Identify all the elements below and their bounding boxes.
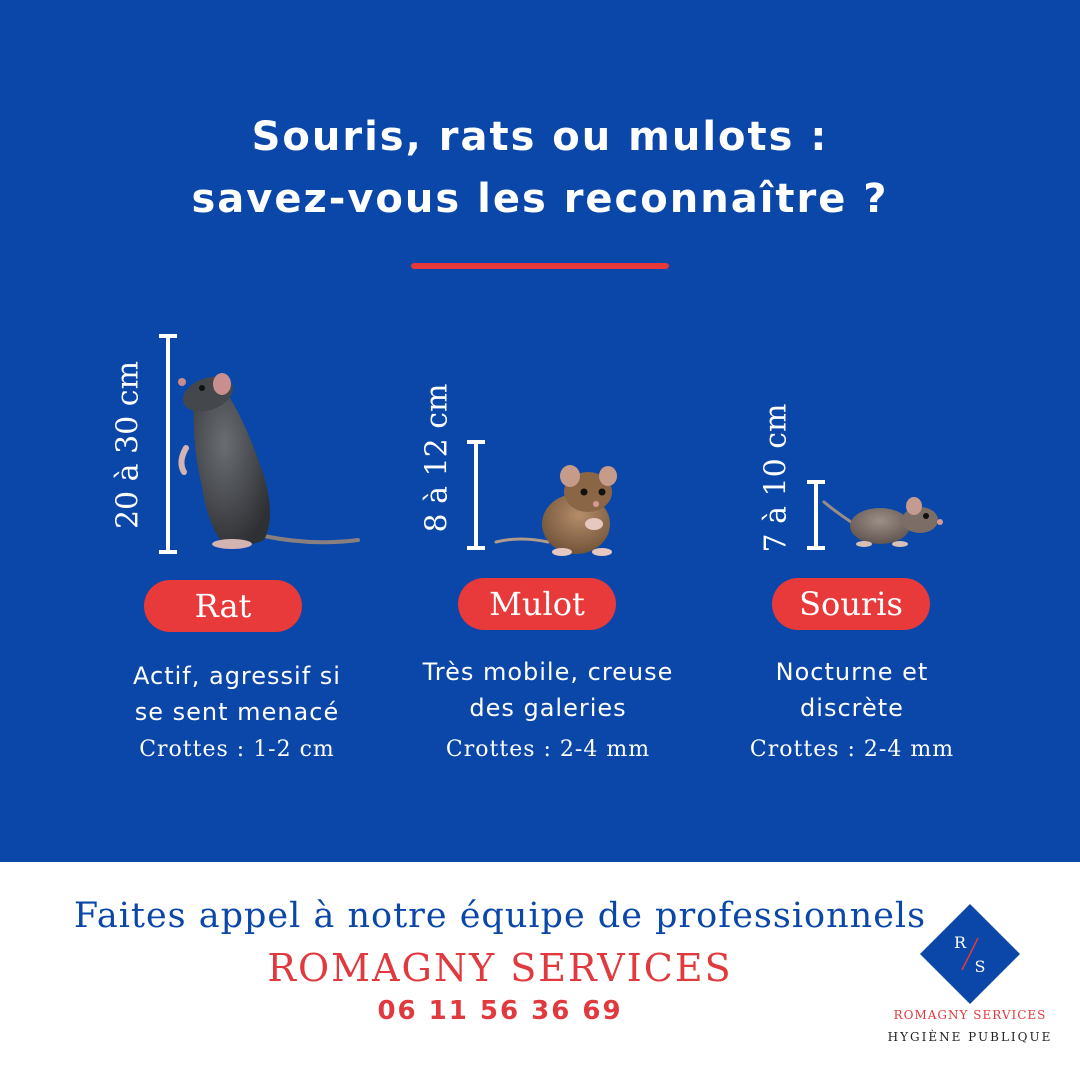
phone-number[interactable]: 06 11 56 36 69 [377, 996, 623, 1026]
rat-droppings: Crottes : 1-2 cm [139, 737, 335, 762]
logo-letter-r: R [953, 933, 967, 952]
mulot-description-line-1: Très mobile, creuse [422, 658, 674, 686]
souris-ruler [814, 480, 818, 550]
rat-ruler-bottom-cap [159, 550, 177, 554]
company-logo [920, 904, 1020, 1004]
souris-image [822, 486, 946, 550]
title-divider [411, 263, 669, 269]
mulot-droppings: Crottes : 2-4 mm [445, 737, 651, 762]
souris-description-line-2: discrète [800, 694, 904, 722]
rat-description-line-1: Actif, agressif si [133, 662, 341, 690]
souris-size-label: 7 à 10 cm [758, 403, 794, 553]
rat-image [172, 368, 362, 550]
logo-letter-s: S [974, 957, 986, 976]
rat-name-pill: Rat [144, 580, 302, 632]
title-line-2: savez-vous les reconnaître ? [191, 176, 889, 222]
souris-droppings: Crottes : 2-4 mm [749, 737, 955, 762]
title-line-1: Souris, rats ou mulots : [251, 114, 829, 160]
souris-name-pill: Souris [772, 578, 930, 630]
logo-subtitle: HYGIÈNE PUBLIQUE [887, 1030, 1053, 1044]
rat-ruler [166, 334, 170, 554]
mulot-description-line-2: des galeries [469, 694, 627, 722]
mulot-image [492, 462, 626, 558]
rat-description-line-2: se sent menacé [134, 698, 340, 726]
mulot-ruler-bottom-cap [467, 546, 485, 550]
souris-description-line-1: Nocturne et [775, 658, 929, 686]
logo-company-name: ROMAGNY SERVICES [893, 1008, 1047, 1022]
mulot-name-pill: Mulot [458, 578, 616, 630]
rat-size-label: 20 à 30 cm [110, 360, 146, 530]
mulot-size-label: 8 à 12 cm [419, 383, 455, 533]
call-to-action: Faites appel à notre équipe de professionnels [73, 896, 927, 936]
company-name: ROMAGNY SERVICES [267, 946, 733, 990]
mulot-ruler [474, 440, 478, 550]
